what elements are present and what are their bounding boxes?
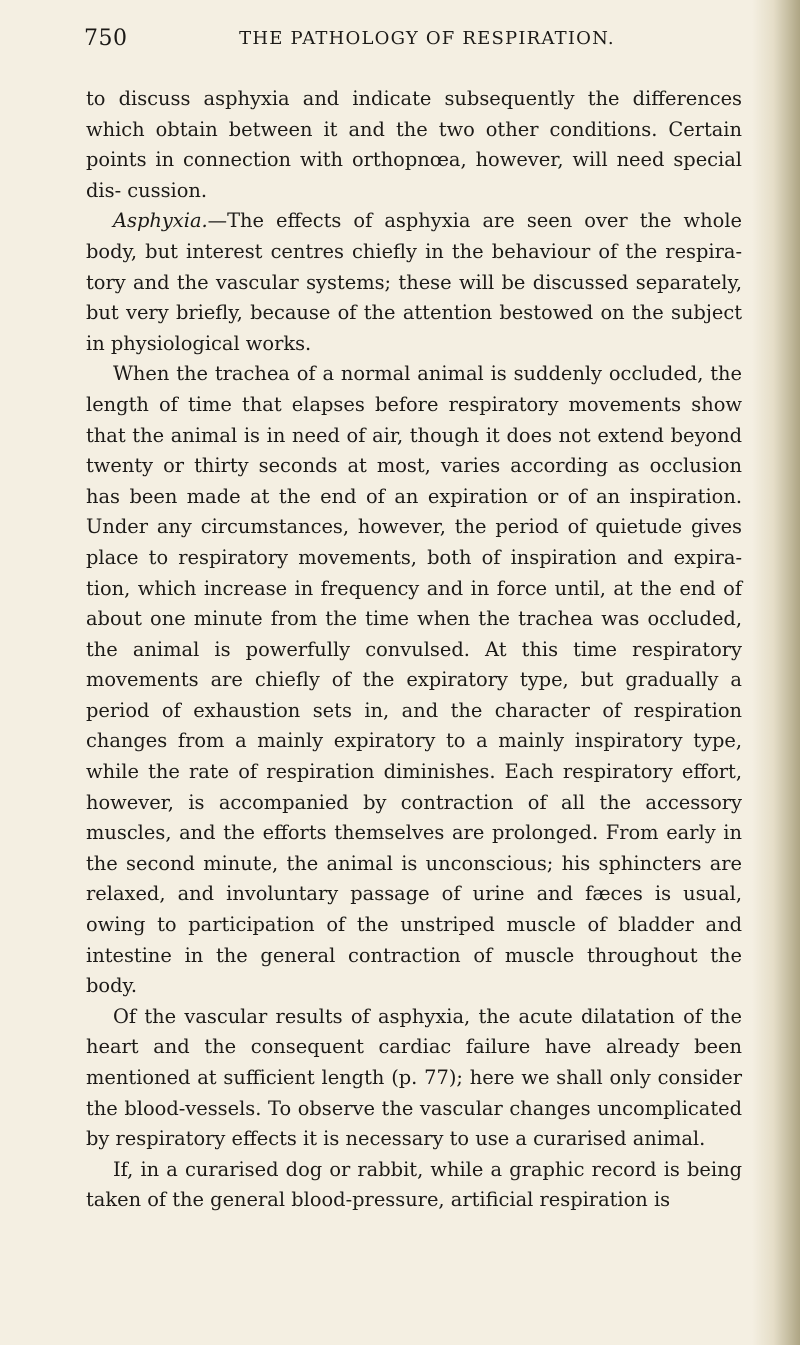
paragraph-asphyxia — [86, 206, 742, 359]
paragraph-trachea: When the trachea of a normal animal is suddenly occluded, the length of time that elapses before respiratory movements show that the animal is in need of air, though it does not extend beyond twenty or thirty seconds at most, varies according as occlusion has been made at the end of an expiration or of an inspiration. Under any circumstances, however, the period of quietude gives place to respiratory movements, both of inspiration and expira- tion, which increase in frequency and in force until, at the end of about one minute from the time when the trachea was occluded, the animal is powerfully convulsed. At this time respiratory movements are chiefly of the expiratory type, but gradually a period of exhaustion sets in, and the character of respiration changes from a mainly expiratory to a mainly inspiratory type, while the rate of respiration diminishes. Each respiratory effort, however, is accompanied by contraction of all the accessory muscles, and the efforts themselves are prolonged. From early in the second minute, the animal is unconscious; his sphincters are relaxed, and involuntary passage of urine and fæces is usual, owing to participation of the unstriped muscle of bladder and intestine in the general contraction of muscle throughout the body. — [86, 362, 742, 998]
page-edge-shadow — [752, 0, 800, 1345]
section-heading-asphyxia: Asphyxia. — [113, 209, 208, 233]
paragraph-curarised: If, in a curarised dog or rabbit, while a graphic record is being taken of the general blood-pressure, artificial respiration is — [86, 1157, 742, 1212]
paragraph-intro: to discuss asphyxia and indicate subsequently the differences which obtain between it and the two other conditions. Certain points in connection with orthopnœa, however, will need special dis- cussion. — [86, 87, 742, 202]
paragraph-vascular: Of the vascular results of asphyxia, the acute dilatation of the heart and the consequent cardiac failure have already been mentioned at sufficient length (p. 77); here we shall only consider the blood-vessels. To observe the vascular changes uncomplicated by respiratory effects it is necessary to use a curarised animal. — [86, 1004, 742, 1151]
paragraph-asphyxia-text: —The effects of asphyxia are seen over the whole body, but interest centres chiefly in the behaviour of the respira- tory and the vascular systems; these will be discussed separately, but very briefly, because of the attention bestowed on the subject in physiological works. — [86, 209, 742, 355]
body-text — [86, 84, 742, 1216]
page-header — [84, 26, 744, 66]
page-number: 750 — [84, 26, 128, 51]
running-head: THE PATHOLOGY OF RESPIRATION. — [239, 28, 615, 49]
